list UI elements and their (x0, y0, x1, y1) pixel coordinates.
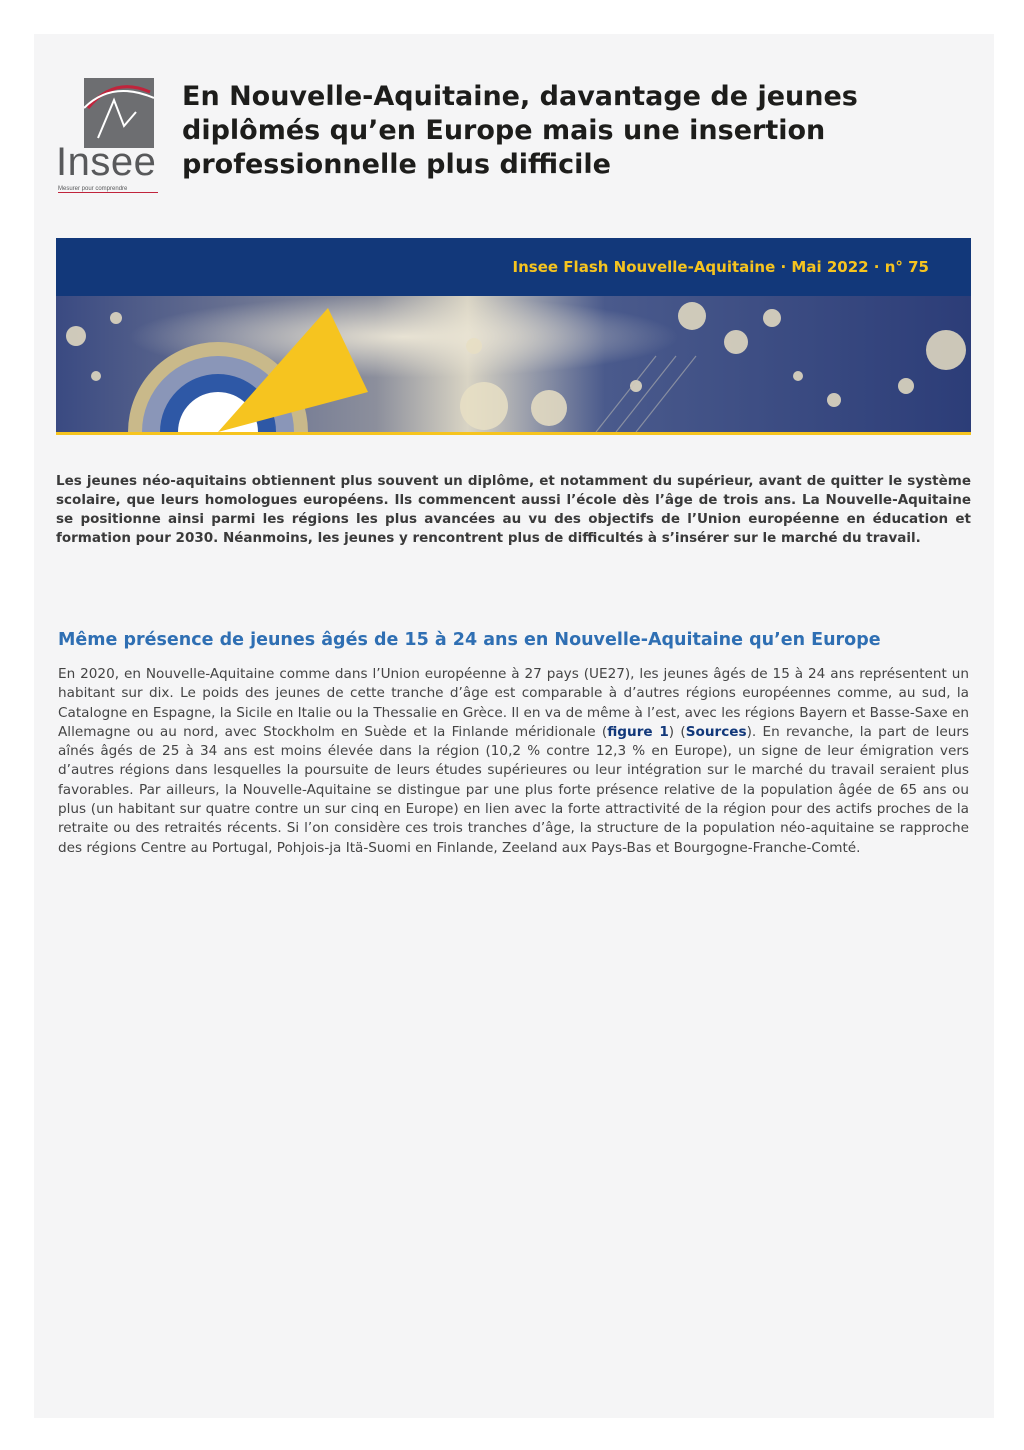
intro-paragraph: Les jeunes néo-aquitains obtiennent plus souvent un diplôme, et notamment du supérieur, avant de quitter le système scolaire, que leurs homologues européens. Ils commencent aussi l’école dès l’âge de trois ans. La Nouvelle-Aquitaine se positionne ainsi parmi les régions les plus avancées au vu des objectifs de l’Union européenne en éducation et formation pour 2030. Néanmoins, les jeunes y rencontrent plus de difficultés à s’insérer sur le marché du travail. (56, 473, 971, 546)
banner-illustration (56, 296, 971, 435)
publication-banner (56, 238, 971, 296)
section-text-part3: ). En revanche, la part de leurs aînés âgés de 25 à 34 ans est moins élevée dans la région (10,2 % contre 12,3 % en Europe), un signe de leur émigration vers d’autres régions dans lesquelles la poursuite de leurs études supérieures ou leur intégration sur le marché du travail seraient plus favorables. Par ailleurs, la Nouvelle-Aquitaine se distingue par une plus forte présence relative de la population âgée de 65 ans ou plus (un habitant sur quatre contre un sur cinq en Europe) en lien avec la forte attractivité de la région pour des actifs proches de la retraite ou des retraités récents. Si l’on considère ces trois tranches d’âge, la structure de la population néo-aquitaine se rapproche des régions Centre au Portugal, Pohjois-ja Itä-Suomi en Finlande, Zeeland aux Pays-Bas et Bourgogne-Franche-Comté. (58, 723, 970, 856)
insee-logo-word: Insee (56, 140, 157, 184)
insee-logo-mark (84, 78, 154, 148)
publication-label: Insee Flash Nouvelle-Aquitaine · Mai 2022 · n° 75 (512, 258, 929, 276)
section-text-part2: ) ( (668, 723, 686, 740)
section-title: Même présence de jeunes âgés de 15 à 24 ans en Nouvelle-Aquitaine qu’en Europe (58, 630, 881, 650)
insee-logo-tagline: Mesurer pour comprendre (58, 186, 158, 193)
document-page (34, 34, 994, 1418)
page-title: En Nouvelle-Aquitaine, davantage de jeunes diplômés qu’en Europe mais une insertion professionnelle plus difficile (182, 81, 858, 180)
insee-logo (56, 78, 160, 194)
section-paragraph (58, 665, 969, 858)
section-text-part1: En 2020, en Nouvelle-Aquitaine comme dans l’Union européenne à 27 pays (UE27), les jeunes âgés de 15 à 24 ans représentent un habitant sur dix. Le poids des jeunes de cette tranche d’âge est comparable à d’autres régions européennes comme, au sud, la Catalogne en Espagne, la Sicile en Italie ou la Thessalie en Grèce. Il en va de même à l’est, avec les régions Bayern et Basse-Saxe en Allemagne ou au nord, avec Stockholm en Suède et la Finlande méridionale ( (58, 666, 969, 740)
sources-link[interactable]: Sources (685, 723, 747, 740)
figure-1-link[interactable]: figure 1 (607, 723, 669, 740)
